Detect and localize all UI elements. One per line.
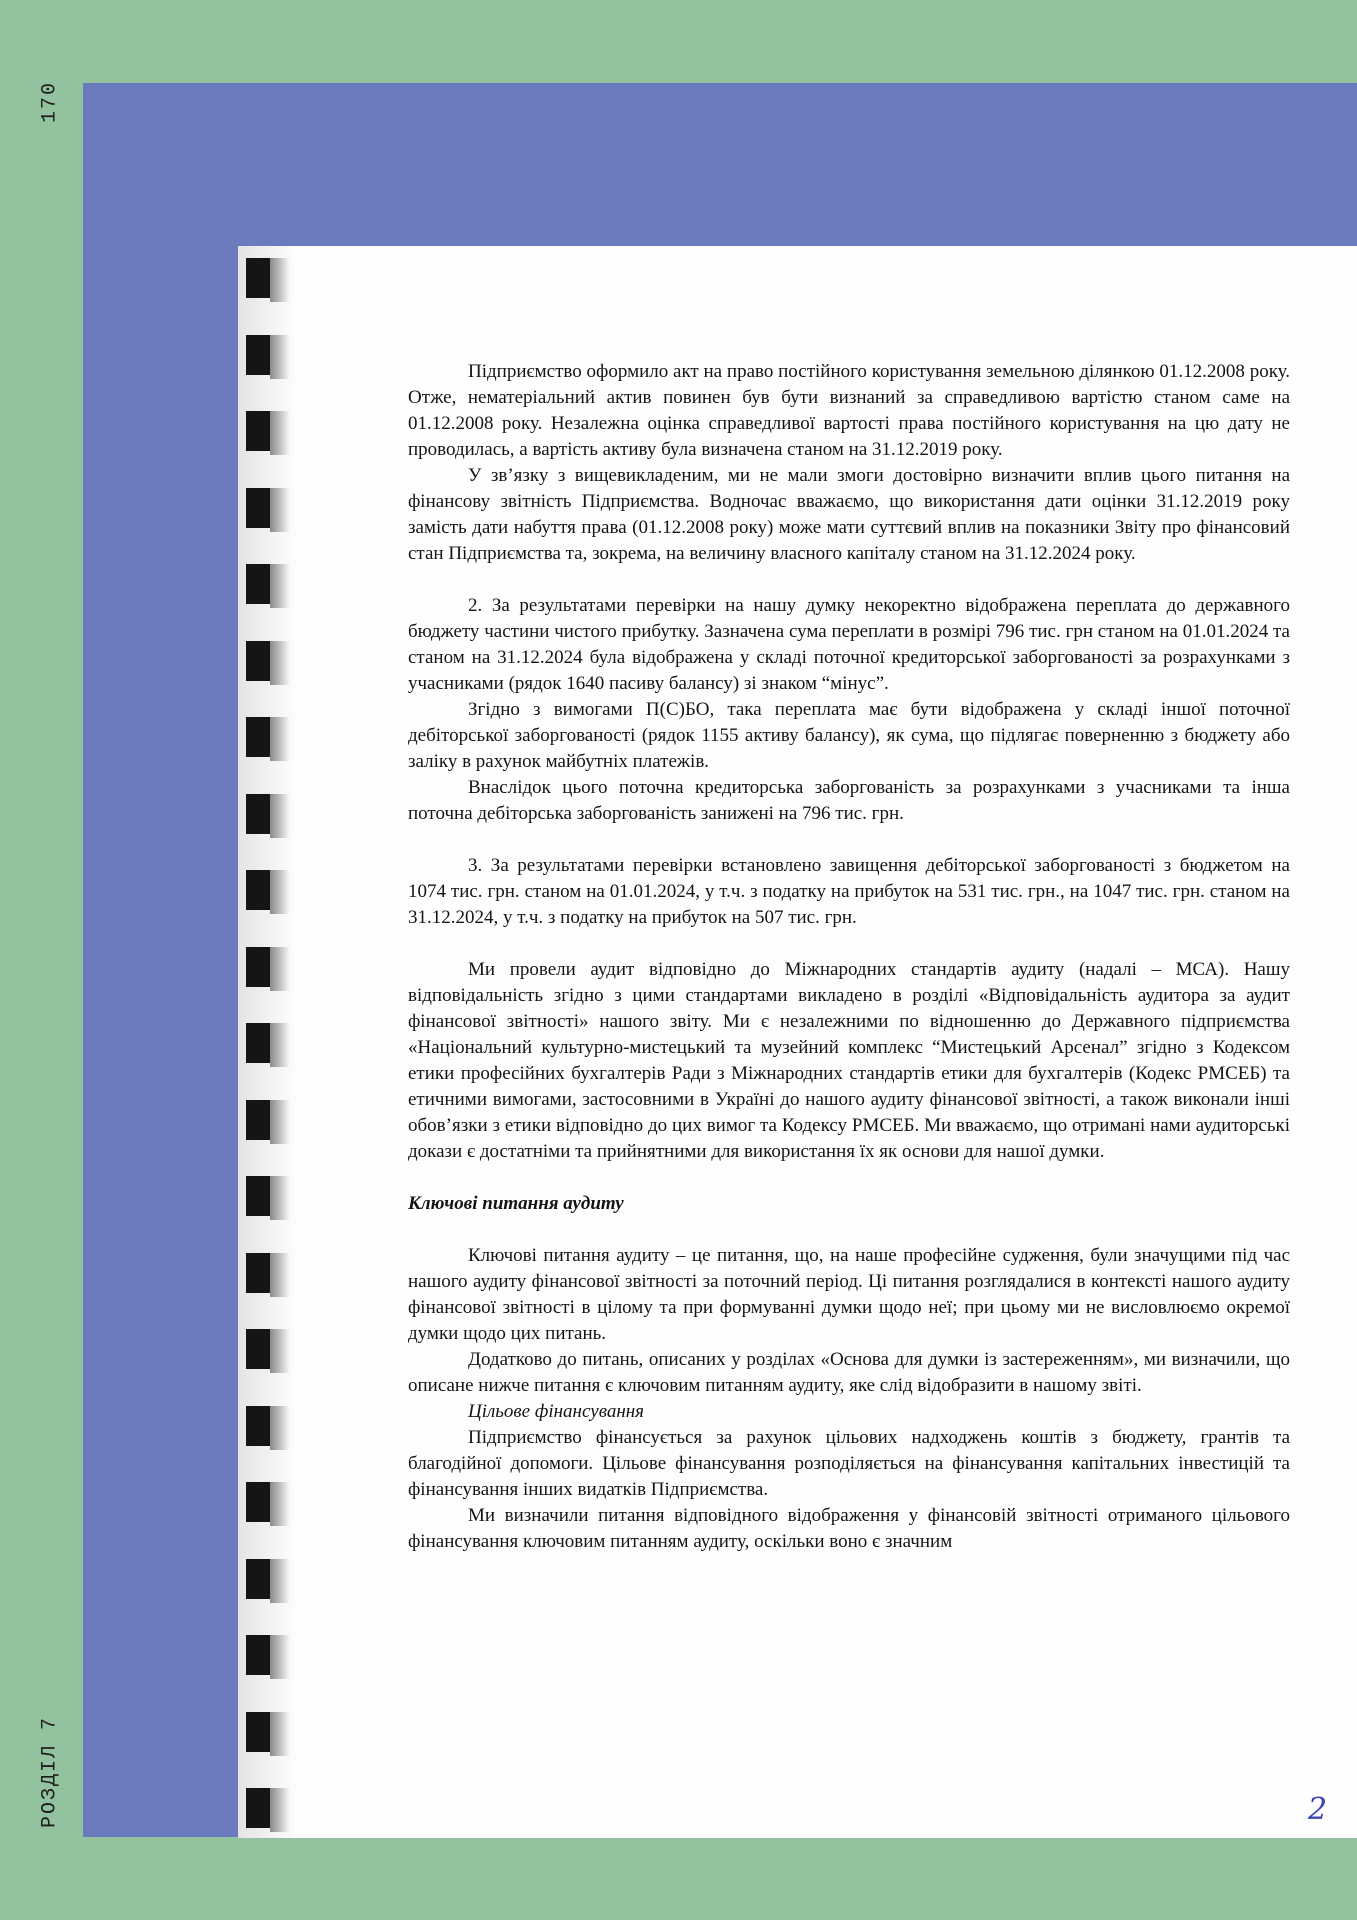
paragraph-additional: Додатково до питань, описаних у розділах «Основа для думки із застереженням», ми визначили, що описане нижче питання є ключовим питанням аудиту, яке слід відобразити в нашому звіті. — [408, 1349, 1290, 1396]
binding-hole — [246, 1788, 270, 1828]
binding-ring — [246, 1788, 280, 1832]
binding-shade — [270, 641, 290, 685]
binding-hole — [246, 1559, 270, 1599]
binding-ring — [246, 794, 280, 838]
binding-ring — [246, 411, 280, 455]
document-body — [408, 359, 1290, 1555]
binding-ring — [246, 1559, 280, 1603]
binding-hole — [246, 1023, 270, 1063]
paragraph-key-matters: Ключові питання аудиту – це питання, що, на наше професійне судження, були значущими під час нашого аудиту фінансової звітності за поточний період. Ці питання розглядалися в контексті нашого аудиту фінансової звітності в цілому та при формуванні думки щодо неї; при цьому ми не висловлюємо окремої думки щодо цих питань. — [408, 1245, 1290, 1344]
paragraph-consequence: Внаслідок цього поточна кредиторська заборгованість за розрахунками з учасниками та інша поточна дебіторська заборгованість занижені на 796 тис. грн. — [408, 777, 1290, 824]
binding-shade — [270, 564, 290, 608]
binding-hole — [246, 1712, 270, 1752]
binding-shade — [270, 870, 290, 914]
scanned-document — [238, 246, 1357, 1838]
binding-hole — [246, 947, 270, 987]
binding-shade — [270, 717, 290, 761]
binding-hole — [246, 1253, 270, 1293]
binding-shade — [270, 1788, 290, 1832]
binding-shade — [270, 1023, 290, 1067]
binding-shade — [270, 947, 290, 991]
binding-ring — [246, 488, 280, 532]
paragraph-psbo: Згідно з вимогами П(С)БО, така переплата має бути відображена у складі іншої поточної дебіторської заборгованості (рядок 1155 активу балансу), як сума, що підлягає поверненню з бюджету або заліку в рахунок майбутніх платежів. — [408, 699, 1290, 772]
binding-ring — [246, 717, 280, 761]
binding-shade — [270, 794, 290, 838]
binding-ring — [246, 870, 280, 914]
handwritten-page-mark: 2 — [1308, 1792, 1328, 1827]
binding-hole — [246, 1329, 270, 1369]
binding-shade — [270, 488, 290, 532]
binding-hole — [246, 717, 270, 757]
section-label: РОЗДІЛ 7 — [38, 1715, 62, 1829]
paragraph-point-2: 2. За результатами перевірки на нашу думку некоректно відображена переплата до державного бюджету частини чистого прибутку. Зазначена сума переплати в розмірі 796 тис. грн станом на 01.01.2024 та станом на 31.12.2024 була відображена у складі поточної кредиторської заборгованості за розрахунками з учасниками (рядок 1640 пасиву балансу) зі знаком “мінус”. — [408, 595, 1290, 694]
binding-shade — [270, 411, 290, 455]
binding-ring — [246, 1406, 280, 1450]
binding-hole — [246, 335, 270, 375]
binding-ring — [246, 1712, 280, 1756]
binding-ring — [246, 335, 280, 379]
binding-hole — [246, 488, 270, 528]
heading-key-audit-matters: Ключові питання аудиту — [408, 1193, 624, 1214]
paragraph-land-rights: Підприємство оформило акт на право постійного користування земельною ділянкою 01.12.2008 року. Отже, нематеріальний актив повинен був бути визнаний за справедливою вартістю станом саме на 01.12.2008 року. Незалежна оцінка справедливої вартості права постійного користування на цю дату не проводилась, а вартість активу була визначена станом на 31.12.2019 року. — [408, 361, 1290, 460]
binding-ring — [246, 1635, 280, 1679]
binding-hole — [246, 641, 270, 681]
binding-ring — [246, 258, 280, 302]
binding-shade — [270, 1329, 290, 1373]
page-number: 170 — [38, 80, 62, 124]
binding-hole — [246, 564, 270, 604]
binding-hole — [246, 258, 270, 298]
binding-ring — [246, 1253, 280, 1297]
binding-shade — [270, 1712, 290, 1756]
binding-ring — [246, 1176, 280, 1220]
binding-shade — [270, 335, 290, 379]
binding-hole — [246, 1482, 270, 1522]
binding-shade — [270, 258, 290, 302]
binding-shade — [270, 1635, 290, 1679]
binding-ring — [246, 641, 280, 685]
paragraph-point-3: 3. За результатами перевірки встановлено завищення дебіторської заборгованості з бюджетом на 1074 тис. грн. станом на 01.01.2024, у т.ч. з податку на прибуток на 531 тис. грн., на 1047 тис. грн. станом на 31.12.2024, у т.ч. з податку на прибуток на 507 тис. грн. — [408, 855, 1290, 928]
binding-shade — [270, 1482, 290, 1526]
binding-ring — [246, 1482, 280, 1526]
spiral-binding — [246, 258, 280, 1828]
binding-ring — [246, 564, 280, 608]
binding-hole — [246, 411, 270, 451]
binding-hole — [246, 794, 270, 834]
binding-shade — [270, 1253, 290, 1297]
binding-ring — [246, 1329, 280, 1373]
subheading-targeted-financing: Цільове фінансування — [468, 1401, 645, 1422]
binding-hole — [246, 1100, 270, 1140]
binding-hole — [246, 1635, 270, 1675]
binding-ring — [246, 1023, 280, 1067]
binding-shade — [270, 1559, 290, 1603]
binding-shade — [270, 1406, 290, 1450]
paragraph-isa: Ми провели аудит відповідно до Міжнародних стандартів аудиту (надалі – МСА). Нашу відповідальність згідно з цими стандартами викладено в розділі «Відповідальність аудитора за аудит фінансової звітності» нашого звіту. Ми є незалежними по відношенню до Державного підприємства «Національний культурно-мистецький та музейний комплекс “Мистецький Арсенал” згідно з Кодексом етики професійних бухгалтерів Ради з Міжнародних стандартів етики для бухгалтерів (Кодекс РМСЕБ) та етичними вимогами, застосовними в Україні до нашого аудиту фінансової звітності, а також виконали інші обов’язки з етики відповідно до цих вимог та Кодексу РМСЕБ. Ми вважаємо, що отримані нами аудиторські докази є достатніми та прийнятними для використання їх як основи для нашої думки. — [408, 959, 1290, 1162]
binding-shade — [270, 1176, 290, 1220]
binding-ring — [246, 1100, 280, 1144]
paragraph-impact: У зв’язку з вищевикладеним, ми не мали змоги достовірно визначити вплив цього питання на фінансову звітність Підприємства. Водночас вважаємо, що використання дати оцінки 31.12.2019 року замість дати набуття права (01.12.2008 року) може мати суттєвий вплив на показники Звіту про фінансовий стан Підприємства та, зокрема, на величину власного капіталу станом на 31.12.2024 року. — [408, 465, 1290, 564]
binding-hole — [246, 1406, 270, 1446]
binding-hole — [246, 870, 270, 910]
page-frame — [83, 83, 1357, 1837]
paragraph-financing: Підприємство фінансується за рахунок цільових надходжень коштів з бюджету, грантів та благодійної допомоги. Цільове фінансування розподіляється на фінансування капітальних інвестицій та фінансування інших видатків Підприємства. — [408, 1427, 1290, 1500]
binding-ring — [246, 947, 280, 991]
binding-hole — [246, 1176, 270, 1216]
binding-shade — [270, 1100, 290, 1144]
paragraph-determined: Ми визначили питання відповідного відображення у фінансовій звітності отриманого цільового фінансування ключовим питанням аудиту, оскільки воно є значним — [408, 1505, 1290, 1552]
